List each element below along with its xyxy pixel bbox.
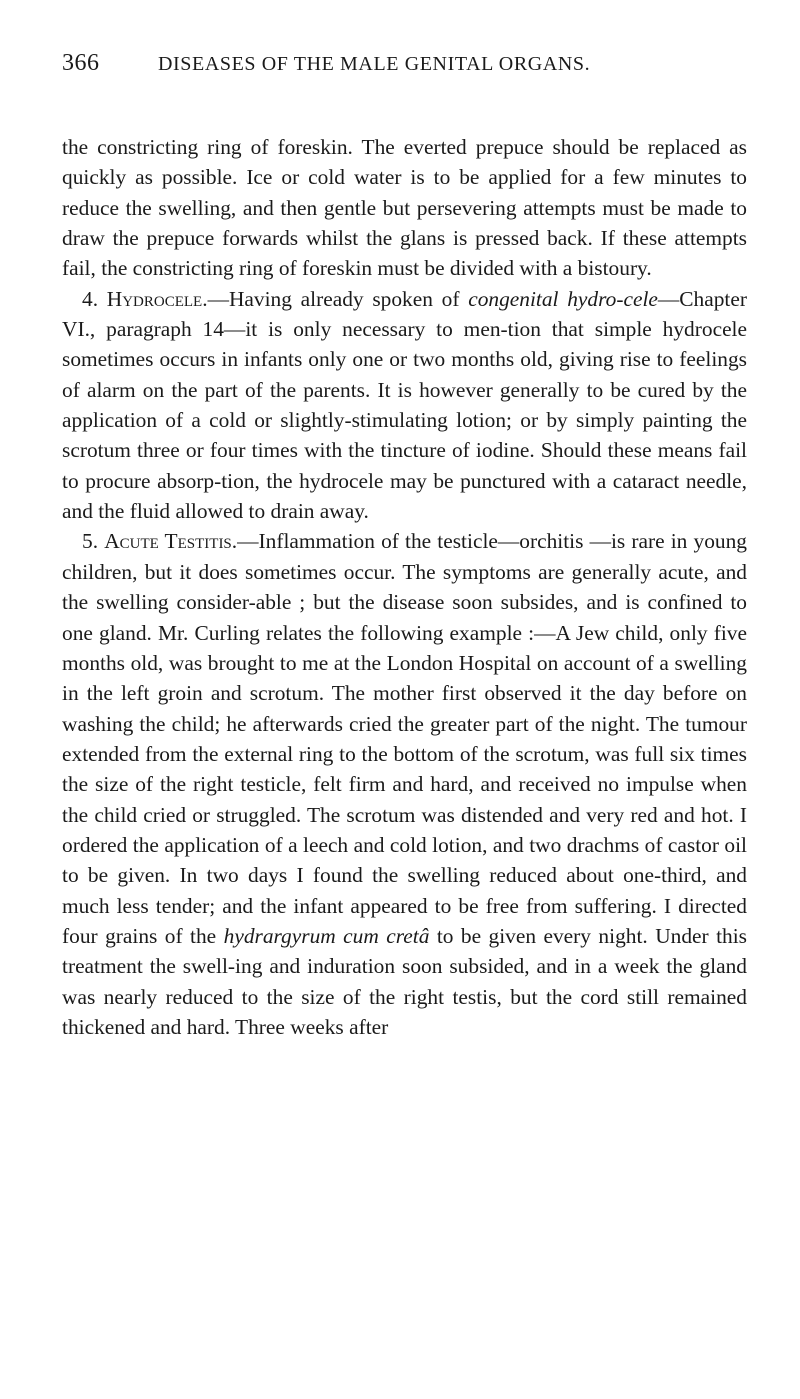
paragraph-number: 5.: [82, 529, 99, 554]
section-heading-hydrocele: Hydrocele.: [106, 286, 208, 311]
body-text: [62, 132, 747, 1042]
paragraph-text: —Inflammation of the testicle—orchitis —is rare in young children, but it does sometimes occur. The symptoms are generally acute, and the swelling consider-able ; but the disease soon subsides, and is confined to one gland. Mr. Curling relates the following example :—A Jew child, only five months old, was brought to me at the London Hospital on account of a swelling in the left groin and scrotum. The mother first observed it the day before on washing the child; he afterwards cried the greater part of the night. The tumour extended from the external ring to the bottom of the scrotum, was full six times the size of the right testicle, felt firm and hard, and received no impulse when the child cried or struggled. The scrotum was distended and very red and hot. I ordered the application of a leech and cold lotion, and two drachms of castor oil to be given. In two days I found the swelling reduced about one-third, and much less tender; and the infant appeared to be free from suffering. I directed four grains of the: [62, 529, 747, 948]
book-page: [62, 50, 747, 1042]
paragraph-acute-testitis: [62, 526, 747, 1042]
paragraph-text: —Chapter VI., paragraph 14—it is only necessary to men-tion that simple hydrocele sometimes occurs in infants only one or two months old, giving rise to feelings of alarm on the part of the parents. It is however generally to be cured by the application of a cold or slightly-stimulating lotion; or by simply painting the scrotum three or four times with the tincture of iodine. Should these means fail to procure absorp-tion, the hydrocele may be punctured with a cataract needle, and the fluid allowed to drain away.: [62, 286, 747, 524]
paragraph-text: to be given every night. Under this treatment the swell-ing and induration soon subsided, and in a week the gland was nearly reduced to the size of the right testis, but the cord still remained thickened and hard. Three weeks after: [62, 923, 747, 1039]
paragraph-text: —Having already spoken of: [207, 286, 469, 311]
italic-term: hydrargyrum cum cretâ: [223, 923, 430, 948]
section-heading-acute-testitis: Acute Testitis.: [104, 529, 238, 554]
running-title: DISEASES OF THE MALE GENITAL ORGANS.: [158, 53, 591, 75]
running-head: [62, 50, 747, 90]
italic-term: congenital hydro-cele: [468, 286, 658, 311]
paragraph-number: 4.: [82, 286, 99, 311]
page-number: 366: [62, 50, 100, 76]
paragraph-continuation: the constricting ring of foreskin. The everted prepuce should be replaced as quickly as possible. Ice or cold water is to be applied for a few minutes to reduce the swelling, and then gentle but persevering attempts must be made to draw the prepuce forwards whilst the glans is pressed back. If these attempts fail, the constricting ring of foreskin must be divided with a bistoury.: [62, 135, 747, 281]
paragraph-hydrocele: [62, 284, 747, 527]
